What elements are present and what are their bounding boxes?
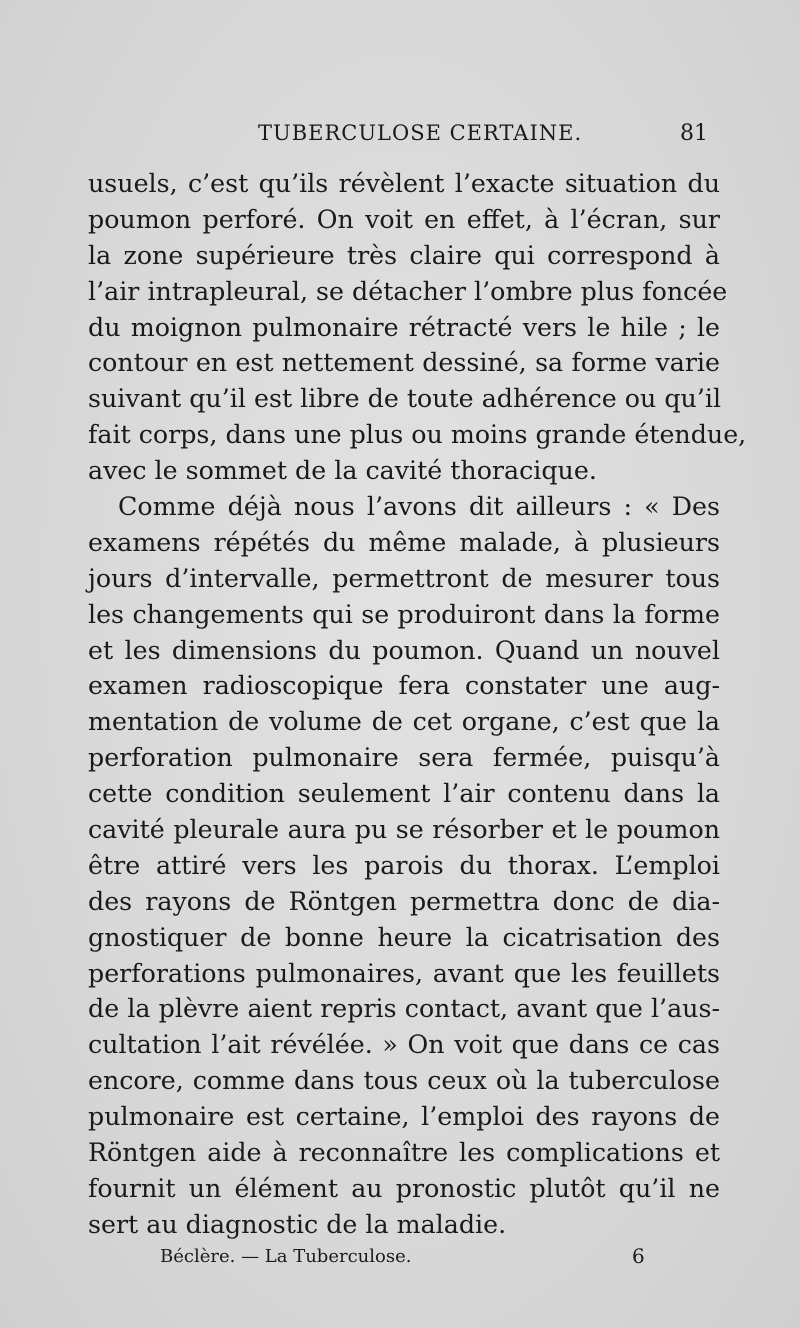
- text-line: sert au diagnostic de la maladie.: [88, 1209, 507, 1239]
- text-line: du moignon pulmonaire rétracté vers le hile ; le: [88, 312, 720, 342]
- text-line: gnostiquer de bonne heure la cicatrisation des: [88, 922, 720, 952]
- text-line: cette condition seulement l’air contenu dans la: [88, 779, 720, 809]
- text-line: contour en est nettement dessiné, sa forme varie: [88, 348, 720, 378]
- text-line: cultation l’ait révélée. » On voit que dans ce cas: [88, 1030, 720, 1060]
- text-line: Röntgen aide à reconnaître les complications et: [88, 1138, 720, 1168]
- text-line: perforation pulmonaire sera fermée, puisqu’à: [88, 743, 720, 773]
- text-line: jours d’intervalle, permettront de mesurer tous: [88, 563, 720, 593]
- text-line: perforations pulmonaires, avant que les feuillets: [88, 958, 720, 988]
- signature-line: [0, 1246, 800, 1276]
- printer-signature: Béclère. — La Tuberculose.: [160, 1246, 412, 1267]
- text-line: poumon perforé. On voit en effet, à l’écran, sur: [88, 204, 720, 234]
- text-line: fournit un élément au pronostic plutôt qu’il ne: [88, 1173, 720, 1203]
- text-line: avec le sommet de la cavité thoracique.: [88, 456, 597, 486]
- text-line: l’air intrapleural, se détacher l’ombre plus foncée: [88, 276, 728, 306]
- text-line: cavité pleurale aura pu se résorber et le poumon: [88, 815, 720, 845]
- text-line: encore, comme dans tous ceux où la tuberculose: [88, 1066, 720, 1096]
- text-line: et les dimensions du poumon. Quand un nouvel: [88, 635, 720, 665]
- body-text: [88, 166, 747, 1243]
- text-line: suivant qu’il est libre de toute adhérence ou qu’il: [88, 384, 722, 414]
- text-line: fait corps, dans une plus ou moins grande étendue,: [88, 420, 747, 450]
- running-title: TUBERCULOSE CERTAINE.: [258, 121, 583, 145]
- paragraph-first-line: Comme déjà nous l’avons dit ailleurs : « Des: [118, 492, 720, 522]
- text-line: examens répétés du même malade, à plusieurs: [88, 527, 720, 557]
- page-number: 81: [680, 121, 708, 146]
- running-head: [0, 121, 800, 157]
- text-line: examen radioscopique fera constater une aug-: [88, 671, 720, 701]
- signature-number: 6: [632, 1244, 645, 1268]
- text-line: usuels, c’est qu’ils révèlent l’exacte situation du: [88, 169, 720, 198]
- text-line: des rayons de Röntgen permettra donc de dia-: [88, 886, 720, 916]
- text-line: les changements qui se produiront dans la forme: [88, 599, 720, 629]
- text-line: mentation de volume de cet organe, c’est que la: [88, 707, 720, 737]
- text-line: être attiré vers les parois du thorax. L’emploi: [88, 850, 720, 880]
- text-line: pulmonaire est certaine, l’emploi des rayons de: [88, 1102, 720, 1132]
- text-line: la zone supérieure très claire qui correspond à: [88, 240, 720, 270]
- text-line: de la plèvre aient repris contact, avant que l’aus-: [88, 994, 720, 1024]
